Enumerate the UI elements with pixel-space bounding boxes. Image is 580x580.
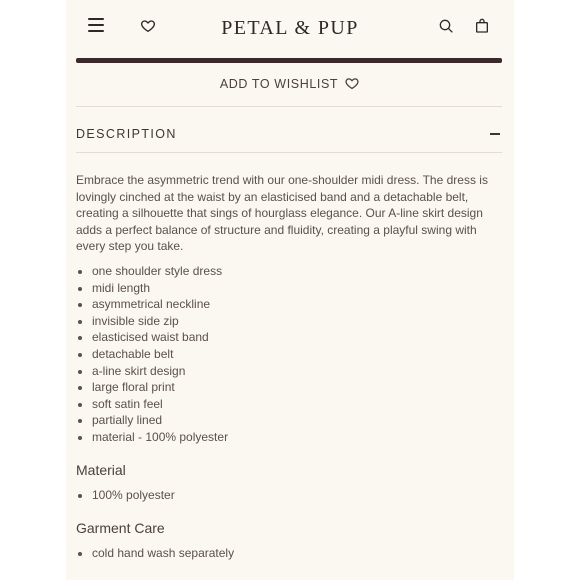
list-item: material - 100% polyester xyxy=(76,429,228,446)
list-item: cold hand wash separately xyxy=(76,545,234,562)
garment-care-heading: Garment Care xyxy=(76,520,165,536)
list-item: elasticised waist band xyxy=(76,329,228,346)
list-item: asymmetrical neckline xyxy=(76,296,228,313)
list-item: soft satin feel xyxy=(76,396,228,413)
divider xyxy=(76,152,502,153)
material-heading: Material xyxy=(76,462,126,478)
add-to-wishlist-link[interactable] xyxy=(66,76,514,91)
add-to-cart-bar[interactable] xyxy=(76,58,502,63)
list-item: partially lined xyxy=(76,412,228,429)
list-item: invisible side zip xyxy=(76,313,228,330)
minus-icon[interactable] xyxy=(490,133,500,135)
list-item: large floral print xyxy=(76,379,228,396)
description-heading[interactable]: DESCRIPTION xyxy=(76,127,177,141)
material-list xyxy=(76,487,175,504)
list-item: a-line skirt design xyxy=(76,363,228,380)
heart-icon xyxy=(344,76,360,91)
list-item: detachable belt xyxy=(76,346,228,363)
care-list xyxy=(76,545,234,562)
list-item: 100% polyester xyxy=(76,487,175,504)
wishlist-label: ADD TO WISHLIST xyxy=(219,76,339,91)
list-item: midi length xyxy=(76,280,228,297)
list-item: one shoulder style dress xyxy=(76,263,228,280)
bag-icon[interactable] xyxy=(474,18,490,34)
site-header xyxy=(66,0,514,60)
brand-logo[interactable]: PETAL & PUP xyxy=(221,17,359,39)
divider xyxy=(76,106,502,107)
page-frame xyxy=(66,0,514,580)
search-icon[interactable] xyxy=(438,18,454,34)
description-paragraph: Embrace the asymmetric trend with our one-shoulder midi dress. The dress is lovingly cinched at the waist by an elasticised band and a detachable belt, creating a silhouette that sings of hourglass elegance. Our A-line skirt design adds a perfect balance of structure and fluidity, creating a playful swing with every step you take. xyxy=(76,173,488,253)
feature-list xyxy=(76,263,228,446)
